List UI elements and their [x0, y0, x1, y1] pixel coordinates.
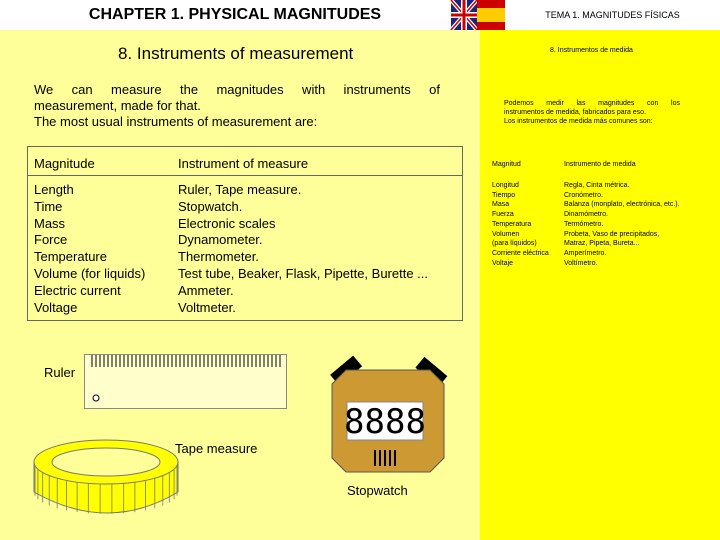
table-cell: Thermometer. — [178, 249, 259, 265]
table-cell-es: Voltímetro. — [564, 259, 598, 267]
table-cell-es: Voltaje — [492, 259, 514, 267]
table-cell: Test tube, Beaker, Flask, Pipette, Burette ... — [178, 265, 429, 281]
intro-line-es: Los instrumentos de medida más comunes son: — [504, 118, 653, 125]
chapter-title-text: CHAPTER 1. PHYSICAL MAGNITUDES — [88, 6, 382, 23]
table-cell: Ammeter. — [178, 282, 234, 298]
uk-flag-icon — [451, 0, 477, 30]
stopwatch-illustration — [318, 352, 460, 484]
table-cell: Electronic scales — [178, 215, 276, 231]
chapter-title-es — [505, 0, 720, 30]
table-cell: Force — [34, 232, 68, 248]
magnitude-column — [34, 182, 145, 316]
table-cell-es: Probeta, Vaso de precipitados, — [564, 230, 660, 238]
intro-line: We can measure the magnitudes with instruments of — [34, 82, 440, 97]
instrument-column — [178, 182, 428, 316]
table-cell: Stopwatch. — [178, 198, 243, 214]
section-title: 8. Instruments of measurement — [118, 44, 354, 63]
intro-paragraph — [34, 82, 440, 130]
stopwatch-bar — [394, 450, 396, 466]
table-cell-es: Volumen — [492, 230, 520, 238]
table-cell-es: Longitud — [492, 182, 519, 189]
table-cell: Length — [34, 182, 74, 197]
stopwatch-bar — [384, 450, 386, 466]
intro-line: measurement, made for that. — [34, 98, 201, 113]
table-cell: Mass — [34, 215, 66, 231]
chapter-title-es-text: TEMA 1. MAGNITUDES FÍSICAS — [545, 10, 680, 20]
table-cell: Time — [34, 198, 63, 214]
intro-line: The most usual instruments of measurement are: — [34, 114, 318, 129]
stopwatch-display: 8888 — [344, 402, 426, 442]
table-divider — [28, 175, 462, 176]
instrument-column-es — [564, 181, 680, 268]
ruler-hole — [93, 395, 99, 401]
chapter-title — [0, 0, 470, 30]
stopwatch-label: Stopwatch — [347, 483, 408, 498]
instruments-table — [27, 146, 463, 321]
table-cell: Temperature — [34, 249, 107, 265]
table-cell-es: Termómetro. — [564, 220, 604, 228]
stopwatch-bar — [389, 450, 391, 466]
table-cell-es: Amperímetro. — [564, 249, 607, 257]
spanish-side-panel — [480, 0, 720, 540]
tape-measure-label: Tape measure — [175, 441, 258, 456]
spain-flag-icon — [477, 0, 505, 30]
table-header-instrument: Instrument of measure — [178, 156, 309, 171]
table-cell-es: Matraz, Pipeta, Bureta... — [564, 240, 640, 248]
table-cell: Ruler, Tape measure. — [178, 182, 302, 197]
table-cell-es: Cronómetro. — [564, 191, 603, 199]
table-cell: Volume (for liquids) — [34, 265, 146, 281]
stopwatch-bar — [374, 450, 376, 466]
table-cell: Voltage — [34, 299, 78, 315]
intro-line-es: instrumentos de medida, fabricados para eso. — [504, 109, 647, 116]
table-cell: Dynamometer. — [178, 232, 263, 248]
magnitude-column-es — [492, 181, 549, 268]
table-cell-es: Regla, Cinta métrica. — [564, 182, 630, 189]
table-cell-es: Temperatura — [492, 220, 532, 228]
table-cell: Electric current — [34, 282, 121, 298]
table-cell-es: (para líquidos) — [492, 240, 537, 248]
stopwatch-bar — [379, 450, 381, 466]
table-header-magnitude-es: Magnitud — [492, 161, 521, 168]
table-cell: Voltmeter. — [178, 299, 236, 315]
flag-area — [449, 0, 505, 30]
table-header-instrument-es: Instrumento de medida — [564, 161, 636, 168]
tape-inner — [52, 448, 160, 476]
table-cell-es: Masa — [492, 201, 510, 209]
tape-measure-illustration — [30, 430, 190, 536]
table-cell-es: Tiempo — [492, 191, 516, 199]
table-header-magnitude: Magnitude — [34, 156, 95, 171]
table-cell-es: Dinamómetro. — [564, 211, 608, 219]
intro-paragraph-es — [504, 99, 680, 126]
table-cell-es: Balanza (monplato, electrónica, etc.). — [564, 201, 680, 209]
intro-line-es: Podemos medir las magnitudes con los — [504, 100, 680, 107]
section-title-es: 8. Instrumentos de medida — [550, 47, 633, 54]
table-cell-es: Corriente eléctrica — [492, 249, 549, 257]
table-cell-es: Fuerza — [492, 211, 514, 219]
ruler-label: Ruler — [44, 365, 76, 380]
ruler-illustration — [84, 354, 288, 410]
